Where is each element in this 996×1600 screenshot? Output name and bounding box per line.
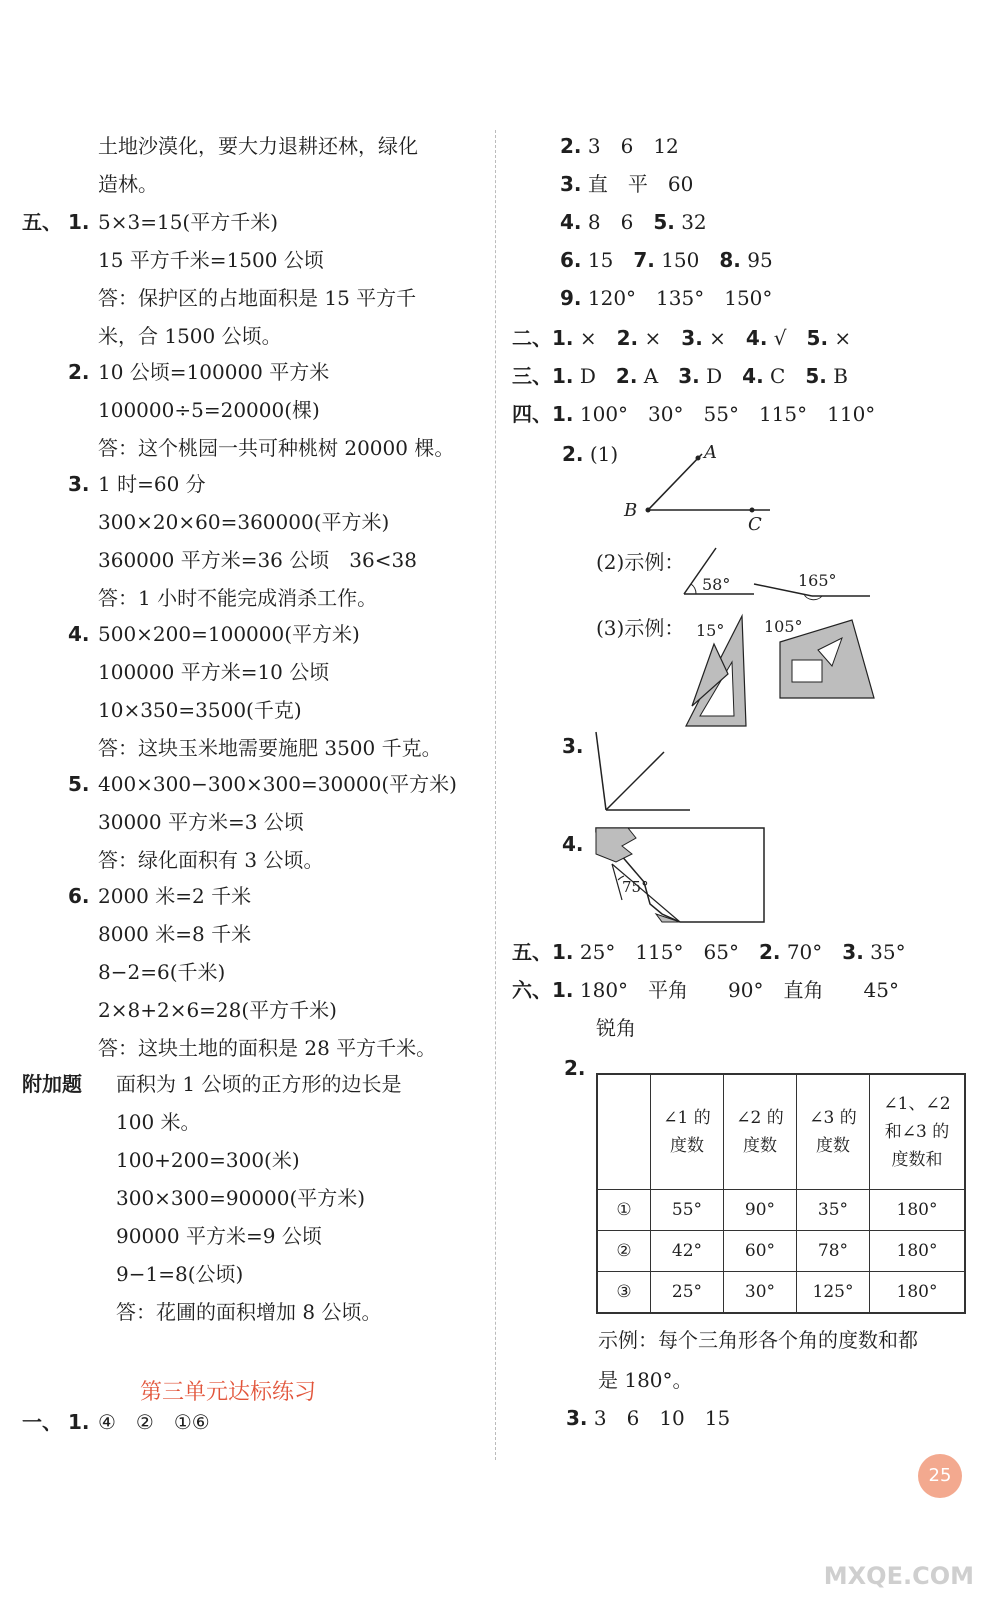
- text-line: 30000 平方米=3 公顷: [98, 810, 304, 834]
- text-line: 答：这块玉米地需要施肥 3500 千克。: [98, 736, 442, 760]
- text-line: 1 时=60 分: [98, 472, 206, 496]
- table-row: [597, 1190, 965, 1231]
- table-cell: 55°: [651, 1190, 724, 1231]
- text-line: 三、1. D 2. A 3. D 4. C 5. B: [512, 364, 848, 388]
- text-line: 8−2=6(千米): [98, 960, 226, 984]
- column-divider: [495, 130, 496, 1460]
- text-line: 面积为 1 公顷的正方形的边长是: [116, 1072, 402, 1096]
- label-b: B: [624, 500, 638, 521]
- table-cell: 30°: [724, 1272, 797, 1314]
- text-line: (2)示例：: [596, 550, 685, 574]
- text-line: 答：1 小时不能完成消杀工作。: [98, 586, 378, 610]
- table-cell: 60°: [724, 1231, 797, 1272]
- table-cell: 180°: [870, 1272, 966, 1314]
- angle-degree-table: [596, 1073, 966, 1314]
- text-line: 300×20×60=360000(平方米): [98, 510, 390, 534]
- table-row: [597, 1231, 965, 1272]
- text-line: 2. (1): [562, 442, 619, 466]
- table-header-cell: ∠1、∠2 和∠3 的 度数和: [870, 1074, 966, 1190]
- angle-165-figure: [752, 566, 872, 606]
- text-line: 五、1. 25° 115° 65° 2. 70° 3. 35°: [512, 940, 906, 964]
- text-line: ④ ② ①⑥: [98, 1410, 210, 1434]
- set-square-105-figure: [762, 616, 882, 700]
- text-line: 二、1. × 2. × 3. × 4. √ 5. ×: [512, 326, 852, 350]
- text-line: (3)示例：: [596, 616, 685, 640]
- text-line: 100000 平方米=10 公顷: [98, 660, 330, 684]
- text-line: 2000 米=2 千米: [98, 884, 252, 908]
- text-line: 100+200=300(米): [116, 1148, 300, 1172]
- question-number: 5.: [68, 772, 90, 796]
- table-cell: 35°: [797, 1190, 870, 1231]
- table-cell: ②: [597, 1231, 651, 1272]
- section-label: 附加题: [22, 1072, 82, 1096]
- question-number: 2.: [564, 1056, 586, 1080]
- question-number: 1.: [68, 210, 90, 234]
- text-line: 答：绿化面积有 3 公顷。: [98, 848, 324, 872]
- text-line: 答：这个桃园一共可种桃树 20000 棵。: [98, 436, 455, 460]
- table-cell: ①: [597, 1190, 651, 1231]
- table-cell: 125°: [797, 1272, 870, 1314]
- text-line: 四、1. 100° 30° 55° 115° 110°: [512, 402, 876, 426]
- text-line: 2. 3 6 12: [560, 134, 679, 158]
- text-line: 15 平方千米=1500 公顷: [98, 248, 324, 272]
- section-label: 五、: [22, 210, 62, 234]
- question-number: 3.: [68, 472, 90, 496]
- label-58: 58°: [702, 575, 731, 594]
- table-row: [597, 1272, 965, 1314]
- table-cell: 25°: [651, 1272, 724, 1314]
- table-cell: 42°: [651, 1231, 724, 1272]
- text-line: 2×8+2×6=28(平方千米): [98, 998, 337, 1022]
- table-cell: ③: [597, 1272, 651, 1314]
- text-line: 答：花圃的面积增加 8 公顷。: [116, 1300, 382, 1324]
- angle-abc-figure: [620, 440, 790, 535]
- label-15: 15°: [696, 621, 725, 640]
- text-line: 示例：每个三角形各个角的度数和都: [598, 1328, 918, 1352]
- text-line: 5×3=15(平方千米): [98, 210, 279, 234]
- question-number: 2.: [68, 360, 90, 384]
- question-number: 6.: [68, 884, 90, 908]
- table-cell: 90°: [724, 1190, 797, 1231]
- text-line: 锐角: [596, 1016, 636, 1040]
- text-line: 米，合 1500 公顷。: [98, 324, 282, 348]
- text-line: 答：保护区的占地面积是 15 平方千: [98, 286, 417, 310]
- text-line: 8000 米=8 千米: [98, 922, 252, 946]
- text-line: 10 公顷=100000 平方米: [98, 360, 330, 384]
- page-number-badge: 25: [918, 1454, 962, 1498]
- text-line: 6. 15 7. 150 8. 95: [560, 248, 773, 272]
- table-cell: 180°: [870, 1190, 966, 1231]
- table-header-cell: ∠3 的 度数: [797, 1074, 870, 1190]
- text-line: 300×300=90000(平方米): [116, 1186, 366, 1210]
- right-angle-figure: [590, 728, 694, 814]
- text-line: 六、1. 180° 平角 90° 直角 45°: [512, 978, 899, 1002]
- text-line: 10×350=3500(千克): [98, 698, 302, 722]
- table-cell: 78°: [797, 1231, 870, 1272]
- torn-paper-figure: [592, 824, 768, 926]
- text-line: 答：这块土地的面积是 28 平方千米。: [98, 1036, 437, 1060]
- table-header-cell: ∠2 的 度数: [724, 1074, 797, 1190]
- text-line: 90000 平方米=9 公顷: [116, 1224, 322, 1248]
- label-a: A: [704, 442, 717, 463]
- label-105: 105°: [764, 617, 803, 636]
- text-line: 100000÷5=20000(棵): [98, 398, 320, 422]
- table-cell: 180°: [870, 1231, 966, 1272]
- text-line: 9−1=8(公顷): [116, 1262, 244, 1286]
- text-line: 360000 平方米=36 公顷 36<38: [98, 548, 417, 572]
- label-165: 165°: [798, 571, 837, 590]
- table-header-row: [597, 1074, 965, 1190]
- section-label: 一、: [22, 1410, 62, 1434]
- text-line: 3. 3 6 10 15: [566, 1406, 731, 1430]
- text-line: 100 米。: [116, 1110, 201, 1134]
- text-line: 3. 直 平 60: [560, 172, 694, 196]
- question-number: 4.: [68, 622, 90, 646]
- text-line: 9. 120° 135° 150°: [560, 286, 773, 310]
- label-75: 75°: [622, 878, 649, 896]
- table-header-cell: [597, 1074, 651, 1190]
- table-header-cell: ∠1 的 度数: [651, 1074, 724, 1190]
- label-c: C: [748, 514, 762, 535]
- question-number: 3.: [562, 734, 584, 758]
- question-number: 4.: [562, 832, 584, 856]
- angle-58-figure: [680, 544, 760, 600]
- text-line: 400×300−300×300=30000(平方米): [98, 772, 457, 796]
- text-line: 土地沙漠化，要大力退耕还林，绿化: [98, 134, 418, 158]
- unit-heading: 第三单元达标练习: [140, 1380, 317, 1405]
- text-line: 造林。: [98, 172, 158, 196]
- question-number: 1.: [68, 1410, 90, 1434]
- text-line: 500×200=100000(平方米): [98, 622, 360, 646]
- set-square-15-figure: [684, 614, 754, 730]
- text-line: 4. 8 6 5. 32: [560, 210, 707, 234]
- watermark: MXQE.COM: [823, 1562, 974, 1590]
- text-line: 是 180°。: [598, 1368, 693, 1392]
